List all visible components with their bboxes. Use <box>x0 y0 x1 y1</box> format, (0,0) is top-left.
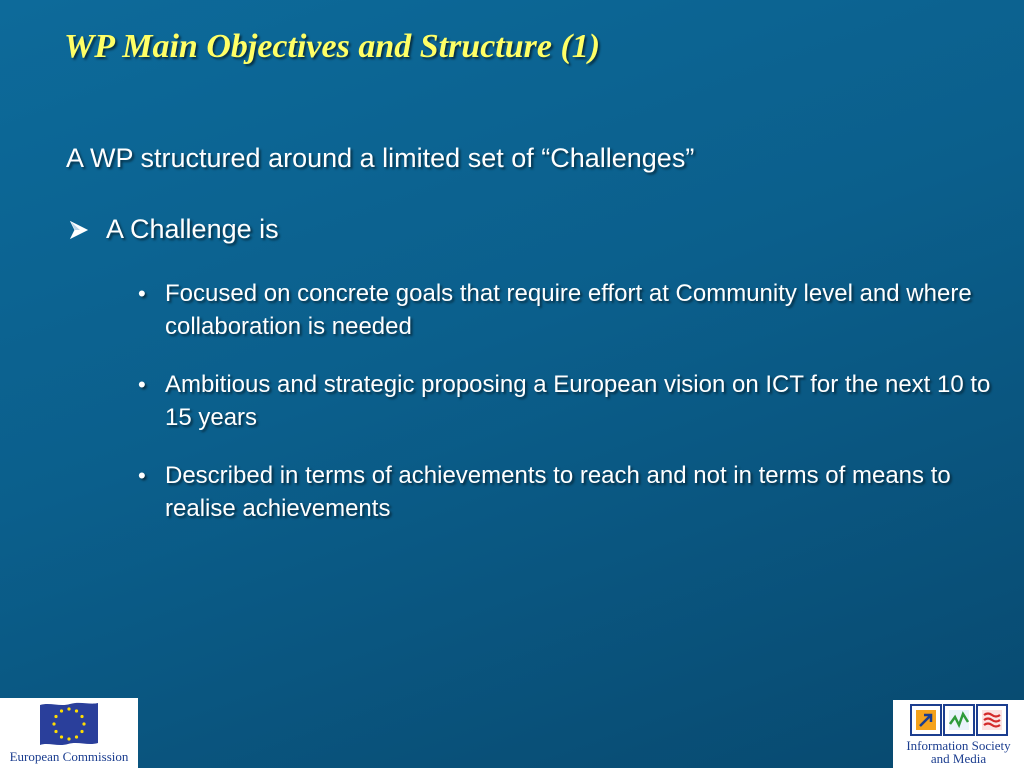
bullet-dot: • <box>138 372 146 397</box>
eu-flag-icon <box>38 701 100 747</box>
list-item <box>138 459 998 525</box>
information-society-caption-line2: and Media <box>930 751 987 766</box>
list-item-text: Ambitious and strategic proposing a European vision on ICT for the next 10 to 15 years <box>165 371 991 431</box>
information-society-caption <box>893 739 1024 765</box>
intro-text: A WP structured around a limited set of “Challenges” <box>66 143 695 173</box>
list-item <box>138 368 998 434</box>
information-society-icons <box>910 704 1008 736</box>
slide-title: WP Main Objectives and Structure (1) <box>64 28 601 65</box>
information-society-caption-line1: Information Society <box>906 738 1011 753</box>
european-commission-logo <box>0 698 138 768</box>
bullet-dot: • <box>138 463 146 488</box>
european-commission-caption: European Commission <box>9 749 129 764</box>
bullet-dot: • <box>138 281 146 306</box>
bullet-list <box>138 277 998 550</box>
challenge-heading <box>68 214 279 245</box>
list-item-text: Described in terms of achievements to reach and not in terms of means to realise achievements <box>165 462 951 522</box>
information-society-logo <box>893 700 1024 768</box>
list-item <box>138 277 998 343</box>
list-item-text: Focused on concrete goals that require effort at Community level and where collaboration is needed <box>165 280 972 340</box>
arrow-bullet-icon <box>68 220 90 240</box>
challenge-heading-text: A Challenge is <box>106 214 279 244</box>
